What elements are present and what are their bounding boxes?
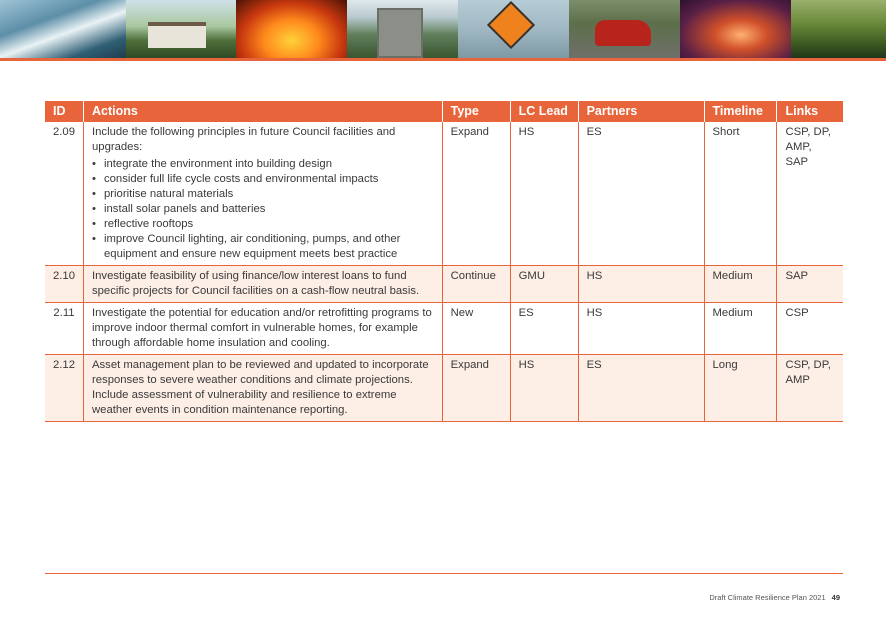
row-type: New	[442, 303, 510, 355]
list-item: • prioritise natural materials	[92, 187, 434, 202]
row-id: 2.10	[45, 266, 84, 303]
row-action: Investigate feasibility of using finance/low interest loans to fund specific projects for Council facilities on a cash-flow neutral basis.	[84, 266, 443, 303]
row-lc-lead: GMU	[510, 266, 578, 303]
row-partners: HS	[578, 266, 704, 303]
row-lc-lead: ES	[510, 303, 578, 355]
col-header-timeline: Timeline	[704, 101, 777, 122]
principles-list	[92, 157, 434, 262]
storm-damaged-car-photo	[569, 0, 680, 58]
list-item: • consider full life cycle costs and environmental impacts	[92, 172, 434, 187]
col-header-type: Type	[442, 101, 510, 122]
page-number: 49	[831, 593, 840, 602]
col-header-id: ID	[45, 101, 84, 122]
col-header-links: Links	[777, 101, 843, 122]
table-row	[45, 303, 843, 355]
row-links: SAP	[777, 266, 843, 303]
action-text: Include the following principles in future Council facilities and upgrades:	[92, 126, 396, 153]
bushfire-photo	[236, 0, 347, 58]
header-photo-banner	[0, 0, 886, 58]
row-timeline: Long	[704, 355, 777, 422]
actions-table	[45, 101, 843, 422]
row-links: CSP, DP, AMP, SAP	[777, 122, 843, 266]
list-item: • reflective rooftops	[92, 217, 434, 232]
table-row	[45, 122, 843, 266]
row-type: Expand	[442, 122, 510, 266]
row-type: Continue	[442, 266, 510, 303]
row-timeline: Medium	[704, 303, 777, 355]
row-lc-lead: HS	[510, 122, 578, 266]
rainforest-photo	[791, 0, 886, 58]
row-type: Expand	[442, 355, 510, 422]
col-header-actions: Actions	[84, 101, 443, 122]
ocean-wave-photo	[0, 0, 126, 58]
row-action: Investigate the potential for education and/or retrofitting programs to improve indoor thermal comfort in vulnerable homes, for example through affordable home insulation and cooling.	[84, 303, 443, 355]
row-partners: ES	[578, 355, 704, 422]
row-lc-lead: HS	[510, 355, 578, 422]
row-partners: HS	[578, 303, 704, 355]
banner-accent-rule	[0, 58, 886, 61]
row-id: 2.09	[45, 122, 84, 266]
row-partners: ES	[578, 122, 704, 266]
row-id: 2.12	[45, 355, 84, 422]
list-item: • integrate the environment into building design	[92, 157, 434, 172]
lightning-storm-photo	[680, 0, 791, 58]
col-header-partners: Partners	[578, 101, 704, 122]
flood-warning-sign-photo	[458, 0, 569, 58]
page-footer	[709, 593, 840, 602]
row-timeline: Medium	[704, 266, 777, 303]
table-row	[45, 266, 843, 303]
row-action	[84, 122, 443, 266]
row-links: CSP, DP, AMP	[777, 355, 843, 422]
coastal-house-photo	[126, 0, 236, 58]
green-building-photo	[347, 0, 458, 58]
row-action: Asset management plan to be reviewed and updated to incorporate responses to severe weather conditions and climate projections. Include assessment of vulnerability and resilience to extreme weather events in condition maintenance reporting.	[84, 355, 443, 422]
row-timeline: Short	[704, 122, 777, 266]
table-header-row	[45, 101, 843, 122]
footer-rule	[45, 573, 843, 574]
row-id: 2.11	[45, 303, 84, 355]
list-item: • install solar panels and batteries	[92, 202, 434, 217]
list-item: • improve Council lighting, air conditioning, pumps, and other equipment and ensure new equipment meets best practice	[92, 232, 434, 262]
row-links: CSP	[777, 303, 843, 355]
document-title: Draft Climate Resilience Plan 2021	[709, 593, 826, 602]
col-header-lc-lead: LC Lead	[510, 101, 578, 122]
table-row	[45, 355, 843, 422]
